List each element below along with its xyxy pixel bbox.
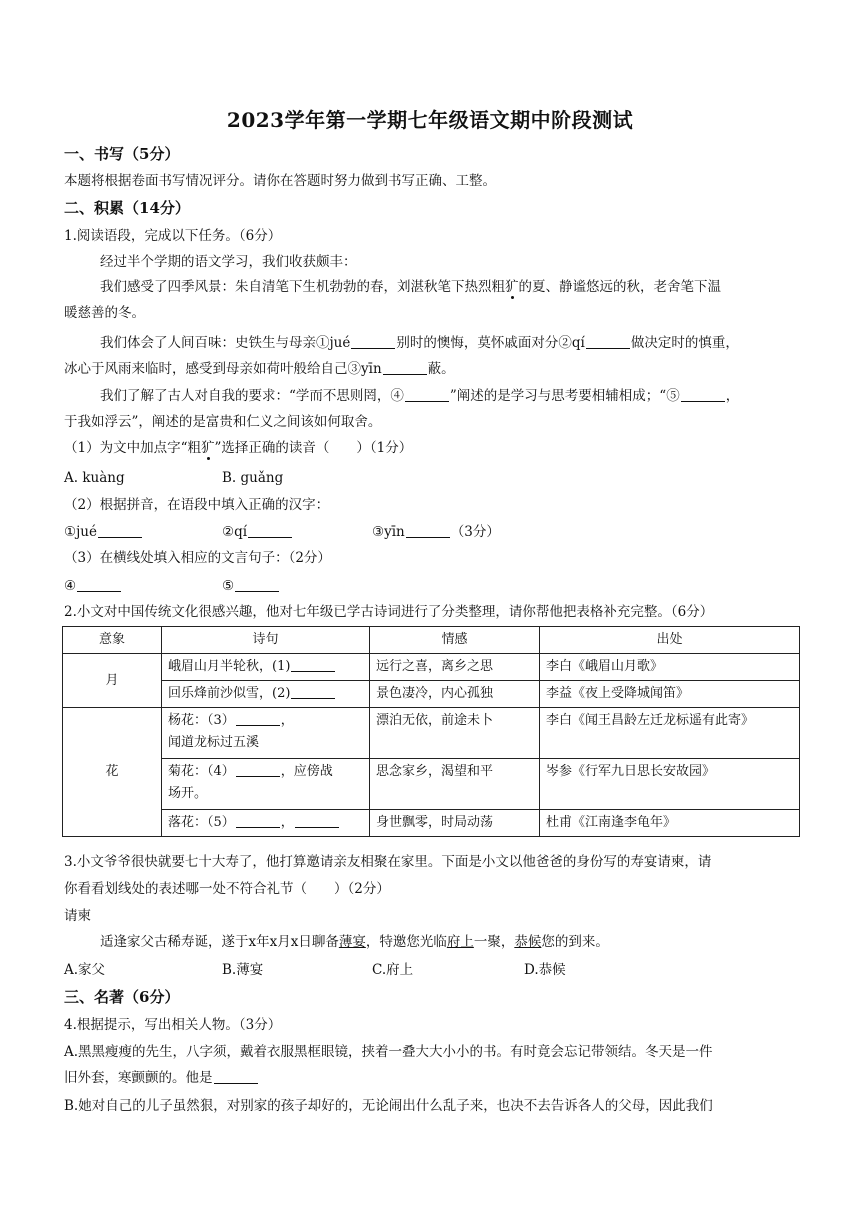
blank-4[interactable]: [405, 387, 449, 402]
poem-blank-5b[interactable]: [295, 813, 339, 828]
q1-paragraph-2-cont: 暖慈善的冬。: [64, 305, 145, 321]
q4-item-a: A.黑黑瘦瘦的先生，八字须，戴着衣服黑框眼镜，挟着一叠大大小小的书。有时竟会忘记带领结。冬天是一件: [64, 1044, 713, 1060]
poem-text: ，应傍战: [280, 764, 333, 779]
blank-5[interactable]: [681, 387, 725, 402]
q4-stem: 4.根据提示，写出相关人物。（3分）: [64, 1017, 282, 1033]
invitation-text: 您的到来。: [541, 934, 609, 950]
q2-stem: 2.小文对中国传统文化很感兴趣，他对七年级已学古诗词进行了分类整理，请你帮他把表格补充完整。（6分）: [64, 604, 714, 620]
source-cell: 岑参《行军九日思长安故园》: [540, 759, 800, 810]
q1-paragraph-1: 经过半个学期的语文学习，我们收获颇丰：: [100, 254, 357, 270]
q1-sub-2: （2）根据拼音，在语段中填入正确的汉字：: [64, 497, 330, 513]
sub1-text-a: （1）为文中加点字“粗: [64, 440, 201, 456]
fill-yin-label: ③yīn: [372, 524, 405, 540]
table-row: [63, 681, 800, 708]
page-title: 2023学年第一学期七年级语文期中阶段测试: [226, 108, 634, 132]
poem-blank-5a[interactable]: [236, 813, 280, 828]
fill-jue-blank[interactable]: [98, 523, 142, 538]
q1-sub-1: [64, 438, 800, 458]
fill-jue-label: ①jué: [64, 524, 97, 540]
p3-text-a: 我们体会了人间百味：史铁生与母亲①jué: [100, 335, 351, 351]
fill-yin: [372, 522, 500, 542]
poem-text: 杨花：（3）: [168, 713, 235, 728]
p3-text-e: 蔽。: [427, 361, 455, 377]
poetry-table: [62, 626, 800, 837]
p4-text-c: ，: [725, 388, 740, 404]
source-cell: 李益《夜上受降城闻笛》: [540, 681, 800, 708]
poem-cell: [162, 759, 370, 810]
invitation-text: ，特邀您光临: [365, 934, 447, 950]
poem-text: 闻道龙标过五溪: [168, 735, 260, 750]
emotion-cell: 思念家乡，渴望和平: [370, 759, 540, 810]
underlined-phrase: 府上: [446, 934, 474, 950]
section-1-text: 本题将根据卷面书写情况评分。请你在答题时努力做到书写正确、工整。: [64, 173, 496, 189]
q3-option-c[interactable]: C.府上: [372, 962, 414, 978]
q3-option-b[interactable]: B.薄宴: [222, 962, 264, 978]
dotted-char: 犷: [505, 279, 519, 295]
q1-paragraph-3-cont: [64, 359, 800, 379]
emotion-cell: 漂泊无依，前途未卜: [370, 708, 540, 759]
q1-stem: 1.阅读语段，完成以下任务。（6分）: [64, 228, 282, 244]
source-cell: 李白《闻王昌龄左迁龙标遥有此寄》: [540, 708, 800, 759]
q1-paragraph-2: [100, 277, 800, 297]
p3-text-c: 做决定时的慎重，: [630, 335, 739, 351]
table-row: [63, 654, 800, 681]
poem-text: ，: [280, 713, 294, 728]
option-a[interactable]: A. kuàng: [64, 470, 125, 486]
poem-text: ，: [280, 815, 294, 830]
source-cell: 李白《峨眉山月歌》: [540, 654, 800, 681]
table-row: [63, 759, 800, 810]
header-emotion: 情感: [370, 627, 540, 654]
underlined-phrase: 恭候: [514, 934, 542, 950]
p3-text-b: 别时的懊悔，莫怀戚面对分②qí: [396, 335, 585, 351]
q4-item-a-cont: [64, 1068, 800, 1088]
table-row: [63, 810, 800, 837]
q3-stem: 3.小文爷爷很快就要七十大寿了，他打算邀请亲友相聚在家里。下面是小文以他爸爸的身份写的寿宴请柬，请: [64, 854, 712, 870]
fill-4-label: ④: [64, 578, 77, 594]
option-b[interactable]: B. guǎng: [222, 470, 284, 486]
p2-text-b: 的夏、静谧悠远的秋，老舍笔下温: [518, 279, 721, 295]
p4-text-b: ”阐述的是学习与思考要相辅相成；“⑤: [449, 388, 680, 404]
blank-qi[interactable]: [586, 334, 630, 349]
emotion-cell: 景色凄冷，内心孤独: [370, 681, 540, 708]
fill-yin-blank[interactable]: [406, 523, 450, 538]
sub1-text-b: ”选择正确的读音（ ）（1分）: [214, 440, 413, 456]
q4-item-b: B.她对自己的儿子虽然狠，对别家的孩子却好的，无论闹出什么乱子来，也决不去告诉各人的父母，因此我们: [64, 1098, 713, 1114]
invitation-text: 一聚，: [473, 934, 515, 950]
q1-paragraph-3: [100, 333, 800, 353]
poem-cell: [162, 708, 370, 759]
table-row: [63, 708, 800, 759]
poem-blank-2[interactable]: [291, 684, 335, 699]
q4-item-a-text: 旧外套，寒颤颤的。他是: [64, 1070, 213, 1086]
header-source: 出处: [540, 627, 800, 654]
imagery-flower: 花: [63, 708, 162, 837]
p2-text-a: 我们感受了四季风景：朱自清笔下生机勃勃的春，刘湛秋笔下热烈粗: [100, 279, 505, 295]
blank-jue[interactable]: [351, 334, 395, 349]
poem-blank-4[interactable]: [236, 762, 280, 777]
emotion-cell: 远行之喜，离乡之思: [370, 654, 540, 681]
poem-text: 菊花：（4）: [168, 764, 235, 779]
invitation-body: [100, 932, 800, 952]
fill-5-blank[interactable]: [235, 577, 279, 592]
source-cell: 杜甫《江南逢李龟年》: [540, 810, 800, 837]
invitation-text: 适逢家父古稀寿诞，遂于x年x月x日聊备: [100, 934, 339, 950]
fill-score: （3分）: [450, 524, 500, 540]
poem-cell: [162, 810, 370, 837]
fill-qi: [222, 522, 293, 542]
fill-qi-label: ②qí: [222, 524, 248, 540]
blank-yin[interactable]: [383, 360, 427, 375]
poem-text: 场开。: [168, 786, 208, 801]
fill-jue: [64, 522, 143, 542]
poem-cell: [162, 654, 370, 681]
q1-sub-3: （3）在横线处填入相应的文言句子：（2分）: [64, 550, 331, 566]
section-1-heading: 一、书写（5分）: [64, 145, 180, 163]
fill-4: [64, 576, 122, 596]
poem-text: 落花：（5）: [168, 815, 235, 830]
p4-text-a: 我们了解了古人对自我的要求：“学而不思则罔，④: [100, 388, 404, 404]
fill-4-blank[interactable]: [77, 577, 121, 592]
fill-qi-blank[interactable]: [248, 523, 292, 538]
emotion-cell: 身世飘零，时局动荡: [370, 810, 540, 837]
q3-option-d[interactable]: D.恭候: [524, 962, 566, 978]
q1-paragraph-4-cont: 于我如浮云”，阐述的是富贵和仁义之间该如何取舍。: [64, 414, 382, 430]
section-3-heading: 三、名著（6分）: [64, 988, 180, 1006]
fill-5: [222, 576, 280, 596]
q3-option-a[interactable]: A.家父: [64, 962, 106, 978]
poem-text: 峨眉山月半轮秋，(1): [168, 659, 291, 674]
header-poem: 诗句: [162, 627, 370, 654]
q1-paragraph-4: [100, 386, 800, 406]
section-2-heading: 二、积累（14分）: [64, 199, 190, 217]
q3-stem-cont: 你看看划线处的表述哪一处不符合礼节（ ）（2分）: [64, 881, 390, 897]
fill-5-label: ⑤: [222, 578, 235, 594]
p3-text-d: 冰心于风雨来临时，感受到母亲如荷叶般给自己③yīn: [64, 361, 382, 377]
invitation-label: 请柬: [64, 908, 91, 924]
header-imagery: 意象: [63, 627, 162, 654]
poem-blank-1[interactable]: [291, 657, 335, 672]
table-header-row: [63, 627, 800, 654]
underlined-phrase: 薄宴: [338, 934, 366, 950]
poem-blank-3[interactable]: [236, 711, 280, 726]
dotted-char: 犷: [201, 440, 215, 456]
q4-blank-a[interactable]: [214, 1069, 258, 1084]
poem-cell: [162, 681, 370, 708]
imagery-moon: 月: [63, 654, 162, 708]
poem-text: 回乐烽前沙似雪，(2): [168, 686, 291, 701]
